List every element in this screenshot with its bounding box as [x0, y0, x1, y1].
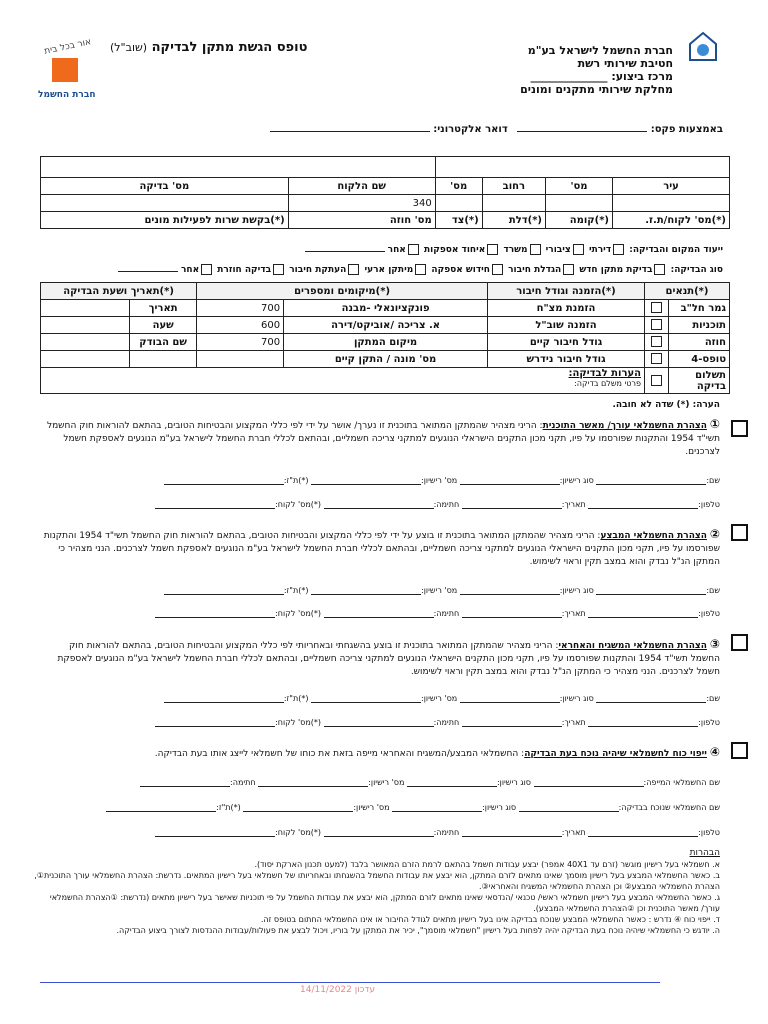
att-row-4-checkbox[interactable] [645, 351, 669, 368]
val-row-1[interactable]: 700 [197, 300, 284, 317]
decl-4-emp-field[interactable] [534, 778, 644, 787]
location-checkbox-4[interactable] [487, 244, 498, 255]
test-no-label: מס' בדיקה [41, 178, 289, 195]
decl-2-cust-field[interactable] [155, 609, 275, 618]
decl-1-lic-type-label: סוג רישיון: [559, 476, 594, 485]
decl-3-row-a [164, 694, 720, 703]
decl-4-cust-field[interactable] [155, 828, 275, 837]
service-label: (*)בקשת שרות לפעילות מונים [41, 212, 289, 229]
decl-3-date-label: תאריך: [561, 718, 586, 727]
place-row-1: פונקציונאלי -מבנה [284, 300, 488, 317]
decl-4-lic-type2-field[interactable] [392, 803, 482, 812]
dt-val-row-4[interactable] [41, 351, 130, 368]
dt-val-row-3[interactable] [41, 334, 130, 351]
att-row-3: חוזה [669, 334, 730, 351]
decl-1-name-label: שם: [706, 476, 720, 485]
order-row-1: הזמנת מצ"ח [488, 300, 645, 317]
decl-4-checkbox[interactable] [731, 742, 748, 759]
att-row-2: תוכניות [669, 317, 730, 334]
val-row-4[interactable] [197, 351, 284, 368]
email-field[interactable] [270, 131, 430, 132]
decl-4-lic-no-label: מס' רישיון: [368, 778, 405, 787]
order-row-3: גודל חיבור קיים [488, 334, 645, 351]
contract-input[interactable]: 340 [288, 195, 435, 212]
decl-4-emp-label: שם החשמלאי המייפה: [643, 778, 720, 787]
fax-field[interactable] [517, 131, 647, 132]
test-checkbox-1[interactable] [654, 264, 665, 275]
decl-4: ④ ייפוי כוח לחשמלאי שיהיה נוכח בעת הבדיקה: החשמלאי המבצע/המשגיח והאחראי מייפה בזאת את כוחו של חשמלאי לייצג אותו בעת הבדיקה. [154, 745, 720, 759]
decl-3-lic-type-field[interactable] [460, 694, 560, 703]
decl-4-id-label: (*)ת"ז: [216, 803, 241, 812]
decl-3-num: ③ [709, 637, 720, 651]
test-checkbox-4[interactable] [415, 264, 426, 275]
clarification-d: ד. ייפוי כוח ④ נדרש : כאשר החשמלאי המבצע שנוכח בבדיקה אינו בעל רישיון מתאים לגודל החיבור או אינו החשמלאי החתום בטופס זה. [260, 915, 720, 924]
att-row-1: גמר חל"ב [669, 300, 730, 317]
att-row-2-checkbox[interactable] [645, 317, 669, 334]
decl-2-sig-field[interactable] [324, 609, 434, 618]
clarification-e: ה. יודגש כי החשמלאי שיהיה נוכח בעת הבדיקה יהיה לפחות בעל רישיון "חשמלאי מוסמך", יכיר את המתקן על בוריו, ויכול לבצע את פעולות/עבודות ההנדסות לצורך ביצוע הבדיקה. [116, 926, 720, 935]
form-title-suffix: (שוב"ל) [110, 41, 148, 54]
test-checkbox-7[interactable] [201, 264, 212, 275]
decl-3-name-field[interactable] [596, 694, 706, 703]
decl-2-cust-label: (*)מס' לקוח: [275, 609, 322, 618]
decl-2-checkbox[interactable] [731, 524, 748, 541]
decl-4-title: ייפוי כוח לחשמלאי שיהיה נוכח בעת הבדיקה [524, 749, 707, 759]
location-checkbox-3[interactable] [530, 244, 541, 255]
contact-row [270, 124, 723, 135]
decl-3-lic-no-field[interactable] [311, 694, 421, 703]
decl-1: ① הצהרת החשמלאי עורך/ מאשר התוכנית: הריני מצהיר שהמתקן המתואר בתוכנית זו נערך/ אושר על ידי לפי כללי המקצוע והבטיחות הטובים, בהתאם להוראות חוק החשמל תשי"ד 1954 והתקנות שפורסמו על פיו, תקני מכון התקנים הישראלי הנוגעים למתקני צריכה חשמליים, ובהתאם לכללי חברת החשמל לישראל בע"מ הנוגעים לאספקת חשמל לצרכנים. [46, 417, 720, 457]
city-cell[interactable] [435, 157, 729, 178]
val-row-3[interactable]: 700 [197, 334, 284, 351]
decl-4-present-label: שם החשמלאי שנוכח בבדיקה: [618, 803, 720, 812]
decl-4-num: ④ [709, 745, 720, 759]
att-row-5-checkbox[interactable] [645, 368, 669, 394]
decl-3-checkbox[interactable] [731, 634, 748, 651]
decl-1-row-a [164, 476, 720, 485]
decl-3-lic-no-label: מס' רישיון: [421, 694, 458, 703]
test-opt-7: אחר [180, 265, 200, 275]
decl-2-lic-type-field[interactable] [460, 586, 560, 595]
notes-cell[interactable] [41, 368, 645, 394]
decl-1-lic-no-label: מס' רישיון: [421, 476, 458, 485]
conditions-table [40, 282, 730, 394]
test-opt-1: בדיקת מתקן חדש [579, 265, 653, 275]
decl-3-id-field[interactable] [164, 694, 284, 703]
location-opt-1: דירתי [588, 245, 612, 255]
decl-2-id-field[interactable] [164, 586, 284, 595]
decl-4-phone-label: טלפון: [698, 828, 720, 837]
test-opt-3: חידוש אספקה [431, 265, 490, 275]
decl-4-date-field[interactable] [462, 828, 562, 837]
decl-2-id-label: (*)ת"ז: [283, 586, 309, 595]
decl-1-lic-no-field[interactable] [311, 476, 421, 485]
form-title [110, 40, 307, 55]
test-type-row [118, 264, 723, 275]
logo-slogan: אור בכל בית [43, 37, 93, 57]
num-label: מס' [546, 178, 613, 195]
decl-3-phone-label: טלפון: [698, 718, 720, 727]
clarification-c: ג. כאשר החשמלאי המבצע בעל רישיון חשמלאי ראשי/ טכנאי /הנדסאי שאינו מתאים לזרם המתקן, הוא יבצע את עבודות החשמל על פי תוכניות שאישר בעל רישיון מתאים (נדרשת: ①הצהרת החשמלאי עורך/ מאשר התוכנית וכן ②הצהרת החשמלאי המבצע). [49, 893, 720, 913]
decl-2-phone-label: טלפון: [698, 609, 720, 618]
decl-1-date-field[interactable] [462, 500, 562, 509]
dt-val-row-1[interactable] [41, 300, 130, 317]
decl-1-text: הריני מצהיר שהמתקן המתואר בתוכנית זו נערך/ אושר על ידי לפי כללי המקצוע והבטיחות הטובים, בהתאם להוראות חוק החשמל תשי"ד 1954 והתקנות שפורסמו על פיו, תקני מכון התקנים הישראלי הנוגעים למתקני צריכה חשמליים, ובהתאם לכללי חברת החשמל לישראל בע"מ הנוגעים לאספקת חשמל לצרכנים. [46, 421, 720, 457]
decl-3-row-b [155, 718, 720, 727]
decl-4-sig-field[interactable] [140, 778, 230, 787]
att-row-3-checkbox[interactable] [645, 334, 669, 351]
decl-3-lic-type-label: סוג רישיון: [559, 694, 594, 703]
decl-1-id-field[interactable] [164, 476, 284, 485]
iec-logo-right [686, 30, 720, 64]
decl-2-phone-field[interactable] [588, 609, 698, 618]
att-row-5: תשלום בדיקה [669, 368, 730, 394]
decl-4-row-a [140, 778, 720, 787]
test-opt-4: מיתקן ארעי [364, 265, 414, 275]
decl-2-row-b [155, 609, 720, 618]
decl-1-cust-label: (*)מס' לקוח: [275, 500, 322, 509]
floor-input[interactable] [546, 195, 613, 212]
order-row-4: גודל חיבור נידרש [488, 351, 645, 368]
org-line-1: חברת החשמל לישראל בע"מ [527, 44, 673, 57]
form-title-text: טופס הגשת מתקן לבדיקה [151, 40, 308, 55]
decl-4-sig2-field[interactable] [324, 828, 434, 837]
decl-4-text: החשמלאי המבצע/המשגיח והאחראי מייפה בזאת את כוחו של חשמלאי לייצג אותו בעת הבדיקה. [154, 749, 519, 759]
att-row-4: טופס-4 [669, 351, 730, 368]
decl-2-text: הריני מצהיר שהמתקן המתואר בתוכנית זו בוצע על ידי לפי כללי המקצוע והבטיחות הטובים, בהתאם להוראות חוק החשמל תשי"ד 1954 והתקנות שפורסמו על פיו, תקני מכון התקנים הישראלי הנוגעים למתקני צריכה חשמליים, ובהתאם לכללי חברת החשמל לישראל בע"מ הנוגעים לאספקת חשמל לצרכנים. הנני מצהיר כי המתקן הנ"ל נבדק והוא במצב תקין וראוי לשימוש. [43, 531, 720, 567]
decl-3-text: הריני מצהיר שהמתקן המתואר בתוכנית זו בוצע בהשגחתי ובאחריותי לפי כללי המקצוע והבטיחות הטובים, בהתאם להוראות חוק החשמל תשי"ד 1954 והתקנות שפורסמו על פיו, תקני מכון התקנים הישראלי הנוגעים למתקני צריכה חשמליים, ובהתאם לכללי חברת החשמל לישראל בע"מ הנוגעים לאספקת חשמל לצרכנים. הנני מצהיר כי המתקן הנ"ל נבדק והוא במצב תקין וראוי לשימוש. [57, 641, 720, 677]
dt-row-1: תאריך [130, 300, 197, 317]
decl-1-row-b [155, 500, 720, 509]
customer-name-label: שם הלקוח [288, 178, 435, 195]
decl-4-phone-field[interactable] [588, 828, 698, 837]
decl-2-date-field[interactable] [462, 609, 562, 618]
decl-4-lic-no-field[interactable] [258, 778, 368, 787]
location-checkbox-5[interactable] [408, 244, 419, 255]
fax-label: באמצעות פקס: [650, 124, 723, 135]
dt-row-4 [130, 351, 197, 368]
decl-1-checkbox[interactable] [731, 420, 748, 437]
decl-4-lic-type-label: סוג רישיון: [496, 778, 531, 787]
col-places: (*)מיקומים ומספרים [197, 283, 488, 300]
test-checkbox-2[interactable] [563, 264, 574, 275]
street-cell[interactable] [41, 157, 436, 178]
payer-label: פרטי משלם בדיקה: [574, 379, 641, 388]
side-label: (*)צד [435, 212, 482, 229]
footer-rule [40, 982, 660, 983]
decl-4-present-field[interactable] [519, 803, 619, 812]
decl-3: ③ הצהרת החשמלאי המשגיח והאחראי: הריני מצהיר שהמתקן המתואר בתוכנית זו בוצע בהשגחתי ובאחריותי לפי כללי המקצוע והבטיחות הטובים, בהתאם להוראות חוק החשמל תשי"ד 1954 והתקנות שפורסמו על פיו, תקני מכון התקנים הישראלי הנוגעים למתקני צריכה חשמליים, ובהתאם לכללי חברת החשמל לישראל בע"מ הנוגעים לאספקת חשמל לצרכנים. הנני מצהיר כי המתקן הנ"ל נבדק והוא במצב תקין וראוי לשימוש. [57, 637, 720, 677]
decl-2-num: ② [709, 527, 720, 541]
place-row-3: מיקום המתקן [284, 334, 488, 351]
test-opt-6: בדיקה חוזרת [217, 265, 272, 275]
decl-3-sig-field[interactable] [324, 718, 434, 727]
id-input[interactable] [613, 195, 730, 212]
org-line-2: חטיבת שירותי רשת [577, 57, 673, 70]
order-row-2: הזמנה שוב"ל [488, 317, 645, 334]
city-label: עיר [613, 178, 730, 195]
id-label: (*)מס' לקוח/ת.ז. [613, 212, 730, 229]
decl-2-lic-type-label: סוג רישיון: [559, 586, 594, 595]
decl-1-id-label: (*)ת"ז: [283, 476, 309, 485]
decl-4-row-b [106, 803, 720, 812]
location-checkbox-2[interactable] [573, 244, 584, 255]
decl-2-date-label: תאריך: [561, 609, 586, 618]
decl-3-cust-label: (*)מס' לקוח: [275, 718, 322, 727]
test-other-field[interactable] [118, 271, 178, 272]
org-line-3: מרכז ביצוע: ______________ [530, 70, 673, 83]
decl-3-id-label: (*)ת"ז: [283, 694, 309, 703]
decl-2-title: הצהרת החשמלאי המבצע [600, 531, 707, 541]
decl-1-title: הצהרת החשמלאי עורך/ מאשר התוכנית [542, 421, 707, 431]
col-date: (*)תאריך ושעת הבדיקה [41, 283, 197, 300]
location-other-field[interactable] [305, 251, 385, 252]
location-opt-4: איחוד אספקות [423, 245, 486, 255]
decl-1-num: ① [709, 417, 720, 431]
decl-3-phone-field[interactable] [588, 718, 698, 727]
service-input[interactable] [41, 195, 289, 212]
decl-4-row-c [155, 828, 720, 837]
decl-1-lic-type-field[interactable] [460, 476, 560, 485]
decl-1-date-label: תאריך: [561, 500, 586, 509]
iec-logo-left [38, 37, 100, 102]
location-row [305, 244, 723, 255]
logo-caption: חברת החשמל [38, 90, 96, 100]
org-block [520, 44, 673, 96]
contract-label: מס' חוזה [288, 212, 435, 229]
decl-4-lic-type-field[interactable] [407, 778, 497, 787]
logo-mark [52, 58, 78, 82]
val-row-2[interactable]: 600 [197, 317, 284, 334]
decl-3-cust-field[interactable] [155, 718, 275, 727]
street-label: רחוב [482, 178, 545, 195]
decl-4-date-label: תאריך: [561, 828, 586, 837]
decl-4-sig2-label: חתימה: [433, 828, 460, 837]
test-checkbox-6[interactable] [273, 264, 284, 275]
dt-val-row-2[interactable] [41, 317, 130, 334]
decl-1-phone-field[interactable] [588, 500, 698, 509]
decl-3-sig-label: חתימה: [433, 718, 460, 727]
clarification-b: ב. כאשר החשמלאי המבצע בעל רישיון מוסמך שאינו מתאים לזרם המתקן, הוא יבצע את עבודות החשמל בהשגחתו ובאחריותו של חשמלאי בעל רישיון המתאים. נדרשת: הצהרת החשמלאי עורך התוכנית①, הצהרת החשמלאי המבצע② וכן הצהרת החשמלאי המשגיח והאחראי③. [34, 871, 720, 891]
footer-version: עדכון 14/11/2022 [300, 985, 375, 995]
dt-row-3: שם הבודק [130, 334, 197, 351]
decl-4-sig-label: חתימה: [230, 778, 256, 787]
side-input[interactable] [435, 195, 482, 212]
door-input[interactable] [482, 195, 545, 212]
location-opt-2: ציבורי [545, 245, 571, 255]
location-opt-3: משרד [503, 245, 528, 255]
location-opt-5: אחר [387, 245, 406, 255]
col-attachments: (*)תנאים [645, 283, 730, 300]
clarification-a: א. חשמלאי בעל רישיון מוגשר (זרם עד 40X1 אמפר) יבצע עבודות חשמל בהתאם לרמת הזרם המאושר בלבד (למעט תכנון הארקת יסוד). [254, 860, 720, 869]
decl-2-row-a [164, 586, 720, 595]
address-table [40, 156, 730, 229]
place-row-4: מס' מונה / התקן קיים [284, 351, 488, 368]
decl-4-lic-no2-field[interactable] [243, 803, 353, 812]
notes-label: הערות לבדיקה: [568, 368, 641, 379]
decl-1-name-field[interactable] [596, 476, 706, 485]
decl-1-phone-label: טלפון: [698, 500, 720, 509]
dt-row-2: שעה [130, 317, 197, 334]
location-checkbox-1[interactable] [613, 244, 624, 255]
decl-2-sig-label: חתימה: [433, 609, 460, 618]
decl-1-sig-field[interactable] [324, 500, 434, 509]
required-note: הערה: (*) שדה לא חובה. [612, 400, 720, 410]
decl-3-name-label: שם: [706, 694, 720, 703]
decl-3-title: הצהרת החשמלאי המשגיח והאחראי [558, 641, 707, 651]
location-label: ייעוד המקום והבדיקה: [629, 245, 723, 255]
door-label: (*)דלת [482, 212, 545, 229]
decl-3-date-field[interactable] [462, 718, 562, 727]
clarifications-title: הבהרות [689, 848, 720, 858]
test-opt-2: הגדלת חיבור [508, 265, 562, 275]
decl-2-lic-no-field[interactable] [311, 586, 421, 595]
test-type-label: סוג הבדיקה: [670, 265, 723, 275]
decl-4-lic-type2-label: סוג רישיון: [482, 803, 517, 812]
decl-2-lic-no-label: מס' רישיון: [421, 586, 458, 595]
decl-2-name-field[interactable] [596, 586, 706, 595]
decl-4-id-field[interactable] [106, 803, 216, 812]
org-line-4: מחלקת שירותי מתקנים ומונים [520, 83, 673, 96]
email-label: דואר אלקטרוני: [433, 124, 508, 135]
test-opt-5: העתקת חיבור [289, 265, 347, 275]
test-checkbox-5[interactable] [348, 264, 359, 275]
floor-label: (*)קומה [546, 212, 613, 229]
decl-1-sig-label: חתימה: [433, 500, 460, 509]
num2-label: מס' [435, 178, 482, 195]
col-order: (*)הזמנה וגודל חיבור [488, 283, 645, 300]
place-row-2: א. צריכה /אוביקט/דירה [284, 317, 488, 334]
test-checkbox-3[interactable] [492, 264, 503, 275]
decl-2-name-label: שם: [706, 586, 720, 595]
clarifications [30, 848, 720, 936]
decl-2: ② הצהרת החשמלאי המבצע: הריני מצהיר שהמתקן המתואר בתוכנית זו בוצע על ידי לפי כללי המקצוע והבטיחות הטובים, בהתאם להוראות חוק החשמל תשי"ד 1954 והתקנות שפורסמו על פיו, תקני מכון התקנים הישראלי הנוגעים למתקני צריכה חשמליים, ובהתאם לכללי חברת החשמל לישראל בע"מ הנוגעים לאספקת חשמל לצרכנים. הנני מצהיר כי המתקן הנ"ל נבדק והוא במצב תקין וראוי לשימוש. [43, 527, 720, 567]
att-row-1-checkbox[interactable] [645, 300, 669, 317]
decl-4-lic-no2-label: מס' רישיון: [353, 803, 390, 812]
decl-4-cust-label: (*)מס' לקוח: [275, 828, 322, 837]
decl-1-cust-field[interactable] [155, 500, 275, 509]
